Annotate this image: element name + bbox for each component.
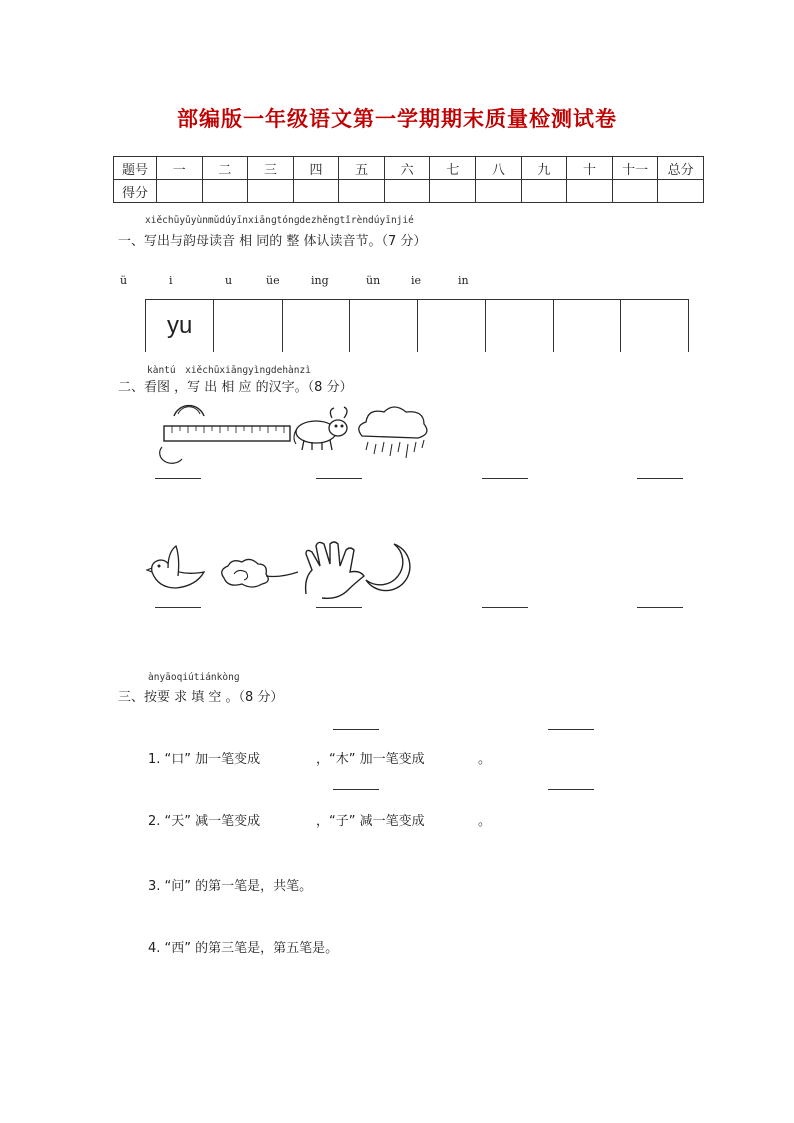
item-2-part-c: 。 (478, 814, 492, 829)
final-letter: ün (366, 274, 381, 287)
score-cell[interactable] (339, 180, 385, 203)
score-table (113, 156, 704, 203)
answer-blank[interactable] (333, 729, 379, 730)
answer-cell[interactable] (688, 300, 689, 352)
score-col: 九 (521, 157, 567, 180)
answer-cell[interactable] (349, 300, 350, 352)
section1-pinyin: xiěchūyǔyùnmǔdúyīnxiānɡtónɡdezhěnɡtǐrèndúyīnjié (145, 215, 414, 226)
answer-blank[interactable] (316, 478, 362, 479)
score-cell[interactable] (202, 180, 248, 203)
answer-cell[interactable] (417, 300, 418, 352)
score-cell[interactable] (612, 180, 658, 203)
answer-cell[interactable] (145, 300, 146, 352)
score-cell[interactable] (248, 180, 294, 203)
final-letter: in (458, 274, 469, 287)
item-2-part-a: 2. “天” 减一笔变成 (148, 814, 261, 829)
answer-blank[interactable] (155, 478, 201, 479)
bird-icon (146, 546, 210, 592)
answer-example: yu (167, 312, 193, 339)
exam-title: 部编版一年级语文第一学期期末质量检测试卷 (177, 106, 617, 131)
final-letter: ü (120, 274, 128, 287)
score-cell[interactable] (567, 180, 613, 203)
final-letter: üe (266, 274, 280, 287)
final-letter: u (225, 274, 233, 287)
score-col: 总分 (658, 157, 704, 180)
answer-blank[interactable] (333, 789, 379, 790)
answer-blank[interactable] (548, 789, 594, 790)
score-row-label: 题号 (114, 157, 157, 180)
score-col: 七 (430, 157, 476, 180)
score-cell[interactable] (658, 180, 704, 203)
score-col: 八 (476, 157, 522, 180)
answer-blank[interactable] (482, 607, 528, 608)
final-letter: ing (311, 274, 329, 287)
score-col: 二 (202, 157, 248, 180)
section3-heading: 三、按要 求 填 空 。（8 分） (118, 690, 284, 705)
score-col: 五 (339, 157, 385, 180)
final-letter: i (169, 274, 173, 287)
section1-heading: 一、写出与韵母读音 相 同的 整 体认读音节。（7 分） (118, 234, 427, 249)
score-col: 十 (567, 157, 613, 180)
score-row-label: 得分 (114, 180, 157, 203)
moon-icon (362, 542, 414, 594)
cloud-icon (218, 556, 300, 590)
score-table-score-row (114, 180, 704, 203)
item-3: 3. “问” 的第一笔是，共笔。 (148, 879, 313, 894)
answer-blank[interactable] (155, 607, 201, 608)
answer-blank[interactable] (482, 478, 528, 479)
answer-cell[interactable] (485, 300, 486, 352)
item-1-part-b: ，“木” 加一笔变成 (316, 752, 425, 767)
answer-cell[interactable] (213, 300, 214, 352)
answer-grid (145, 299, 689, 352)
score-cell[interactable] (521, 180, 567, 203)
sun-arc-icon (160, 445, 190, 469)
answer-blank[interactable] (548, 729, 594, 730)
hand-icon (302, 540, 366, 600)
answer-cell[interactable] (620, 300, 621, 352)
item-1-part-c: 。 (478, 752, 492, 767)
score-col: 六 (384, 157, 430, 180)
score-col: 一 (157, 157, 203, 180)
final-letter: ie (411, 274, 422, 287)
section2-pinyin: kàntú xiěchūxiānɡyìnɡdehànzì (147, 365, 311, 376)
answer-blank[interactable] (637, 478, 683, 479)
score-cell[interactable] (476, 180, 522, 203)
section2-heading: 二、看图 ，写 出 相 应 的汉字。（8 分） (118, 380, 353, 395)
item-2-part-b: ，“子” 减一笔变成 (316, 814, 425, 829)
score-cell[interactable] (384, 180, 430, 203)
sun-ruler-icon (158, 402, 298, 444)
score-cell[interactable] (157, 180, 203, 203)
answer-cell[interactable] (282, 300, 283, 352)
answer-blank[interactable] (316, 607, 362, 608)
answer-blank[interactable] (637, 607, 683, 608)
ox-icon (292, 404, 354, 452)
item-1-part-a: 1. “口” 加一笔变成 (148, 752, 261, 767)
score-cell[interactable] (293, 180, 339, 203)
score-cell[interactable] (430, 180, 476, 203)
section3-pinyin: ànyāoqiútiánkònɡ (148, 672, 240, 683)
score-col: 十一 (612, 157, 658, 180)
rain-cloud-icon (354, 402, 432, 464)
score-col: 四 (293, 157, 339, 180)
answer-cell[interactable] (553, 300, 554, 352)
score-table-header-row (114, 157, 704, 180)
score-col: 三 (248, 157, 294, 180)
item-4: 4. “西” 的第三笔是，第五笔是。 (148, 941, 339, 956)
